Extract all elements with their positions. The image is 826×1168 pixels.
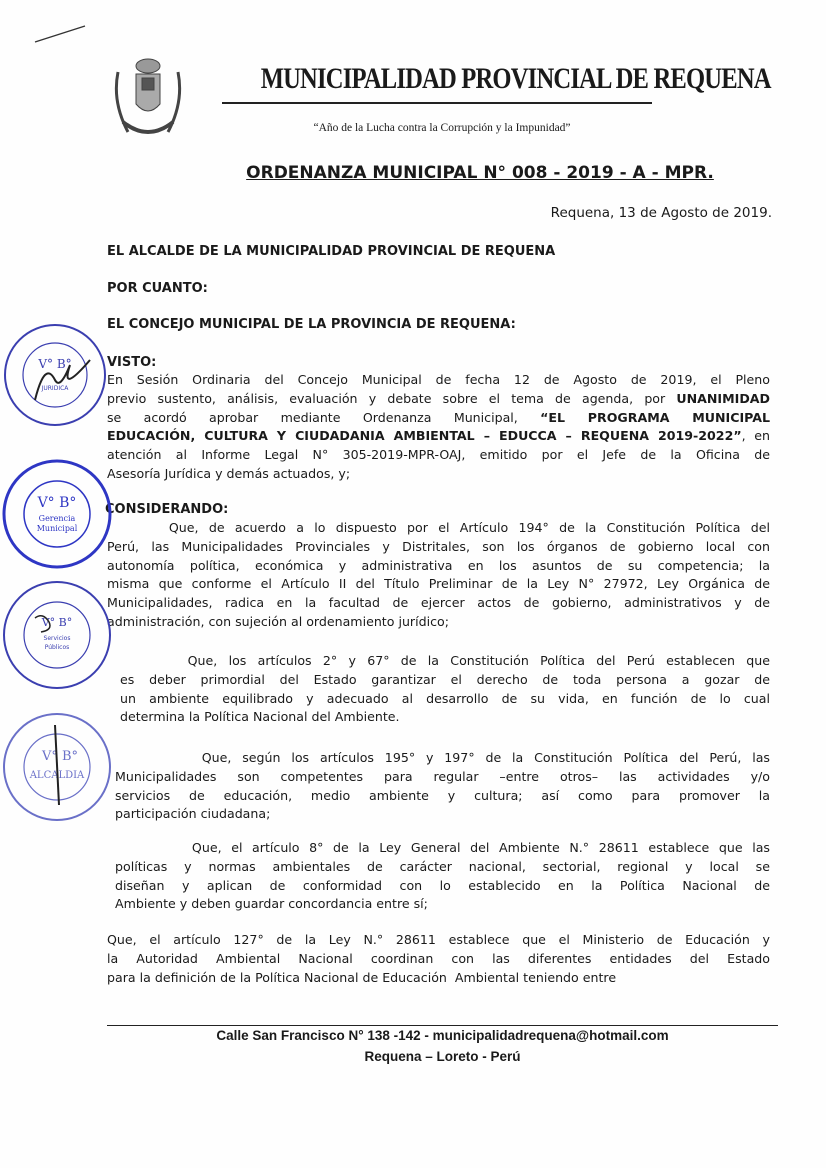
svg-text:ALCALDIA: ALCALDIA bbox=[29, 770, 85, 781]
text-line: determina la Política Nacional del Ambiente. bbox=[120, 709, 400, 725]
considerando-paragraph bbox=[115, 839, 770, 914]
svg-text:Servicios: Servicios bbox=[43, 635, 71, 642]
text-line: políticas y normas ambientales de carácter nacional, sectorial, regional y local se bbox=[115, 858, 770, 874]
text-line bbox=[107, 371, 770, 390]
text-line: para la definición de la Política Nacional de Educación Ambiental teniendo entre bbox=[107, 969, 617, 985]
bold-text: EDUCACIÓN, CULTURA Y CIUDADANIA AMBIENTAL – EDUCCA – REQUENA 2019-2022” bbox=[107, 428, 742, 444]
text-line bbox=[107, 427, 770, 446]
text-line bbox=[107, 465, 770, 484]
svg-text:V° B°: V° B° bbox=[41, 616, 73, 629]
svg-text:Gerencia: Gerencia bbox=[38, 514, 76, 523]
text-line: Ambiente y deben guardar concordancia entre sí; bbox=[115, 896, 428, 912]
footer-rule bbox=[107, 1025, 778, 1026]
heading-visto: VISTO: bbox=[107, 355, 157, 370]
text-segment: , en bbox=[741, 428, 770, 444]
visto-paragraph bbox=[107, 371, 770, 484]
text-segment: atención al Informe Legal N° 305-2019-MPR-OAJ, emitido por el Jefe de la Oficina de bbox=[107, 447, 770, 463]
text-line bbox=[107, 409, 770, 428]
heading-concejo: EL CONCEJO MUNICIPAL DE LA PROVINCIA DE REQUENA: bbox=[107, 317, 516, 332]
pen-mark bbox=[30, 20, 90, 50]
text-line: participación ciudadana; bbox=[115, 806, 271, 822]
text-line: servicios de educación, medio ambiente y cultura; así como para promover la bbox=[115, 787, 770, 803]
title-rule bbox=[222, 102, 652, 104]
considerando-paragraph bbox=[120, 652, 770, 727]
text-line: diseñan y aplican de conformidad con lo establecido en la Política Nacional de bbox=[115, 877, 770, 893]
text-line: Que, según los artículos 195° y 197° de la Constitución Política del Perú, las bbox=[115, 750, 770, 765]
text-segment: Asesoría Jurídica y demás actuados, y; bbox=[107, 465, 351, 481]
text-line bbox=[107, 390, 770, 409]
heading-por-cuanto: POR CUANTO: bbox=[107, 281, 208, 296]
stamp-servicios-publicos bbox=[0, 578, 115, 693]
text-line: autonomía política, económica y administrativa en los asuntos de su competencia; la bbox=[107, 557, 770, 573]
text-line: es deber primordial del Estado garantizar el derecho de toda persona a gozar de bbox=[120, 671, 770, 687]
svg-text:V° B°: V° B° bbox=[38, 357, 72, 371]
ordinance-number: ORDENANZA MUNICIPAL N° 008 - 2019 - A - MPR. bbox=[246, 163, 714, 183]
svg-text:JURIDICA: JURIDICA bbox=[41, 385, 69, 392]
text-line: Municipalidades, radica en la facultad de ejercer actos de gobierno, administrativos y de bbox=[107, 595, 770, 611]
text-segment: se acordó aprobar mediante Ordenanza Municipal, bbox=[107, 409, 541, 425]
heading-considerando: CONSIDERANDO: bbox=[105, 502, 229, 517]
footer-address: Calle San Francisco N° 138 -142 - municipalidadrequena@hotmail.com bbox=[216, 1028, 669, 1043]
svg-text:Municipal: Municipal bbox=[36, 524, 78, 533]
considerando-paragraph bbox=[107, 931, 770, 987]
considerando-paragraph bbox=[115, 749, 770, 824]
coat-of-arms-logo bbox=[108, 52, 188, 144]
text-line: Que, de acuerdo a lo dispuesto por el Artículo 194° de la Constitución Política del bbox=[107, 520, 770, 535]
text-segment: previo sustento, análisis, evaluación y debate sobre el tema de agenda, por bbox=[107, 390, 677, 406]
text-line: Que, los artículos 2° y 67° de la Constitución Política del Perú establecen que bbox=[120, 653, 770, 668]
bold-text: UNANIMIDAD bbox=[676, 390, 770, 406]
text-segment: En Sesión Ordinaria del Concejo Municipal de fecha 12 de Agosto de 2019, el Pleno bbox=[107, 372, 770, 387]
considerando-paragraph bbox=[107, 519, 770, 632]
text-line: Municipalidades son competentes para regular –entre otros– las actividades y/o bbox=[115, 768, 770, 784]
svg-text:V° B°: V° B° bbox=[37, 495, 77, 511]
text-line: administración, con sujeción al ordenamiento jurídico; bbox=[107, 613, 449, 629]
stamp-asesoria-juridica bbox=[0, 320, 110, 430]
document-date: Requena, 13 de Agosto de 2019. bbox=[550, 205, 772, 221]
text-line: la Autoridad Ambiental Nacional coordinan con las diferentes entidades del Estado bbox=[107, 950, 770, 966]
text-line: Que, el artículo 127° de la Ley N.° 28611 establece que el Ministerio de Educación y bbox=[107, 932, 770, 947]
stamp-gerencia-municipal bbox=[0, 457, 115, 572]
text-line: Perú, las Municipalidades Provinciales y Distritales, son los órganos de gobierno local con bbox=[107, 538, 770, 554]
heading-alcalde: EL ALCALDE DE LA MUNICIPALIDAD PROVINCIAL DE REQUENA bbox=[107, 244, 556, 259]
footer-city: Requena – Loreto - Perú bbox=[364, 1049, 521, 1064]
municipality-title: MUNICIPALIDAD PROVINCIAL DE REQUENA bbox=[260, 62, 771, 95]
text-line: Que, el artículo 8° de la Ley General del Ambiente N.° 28611 establece que las bbox=[115, 840, 770, 855]
text-line bbox=[107, 446, 770, 465]
stamp-alcaldia bbox=[0, 710, 115, 825]
text-line: misma que conforme el Artículo II del Título Preliminar de la Ley N° 27972, Ley Orgánica de bbox=[107, 576, 770, 592]
year-motto: “Año de la Lucha contra la Corrupción y la Impunidad” bbox=[313, 122, 571, 134]
bold-text: “EL PROGRAMA MUNICIPAL bbox=[540, 409, 770, 425]
svg-text:V° B°: V° B° bbox=[41, 749, 79, 764]
text-line: un ambiente equilibrado y adecuado al desarrollo de su vida, en función de lo cual bbox=[120, 690, 770, 706]
svg-text:Públicos: Públicos bbox=[44, 644, 70, 651]
